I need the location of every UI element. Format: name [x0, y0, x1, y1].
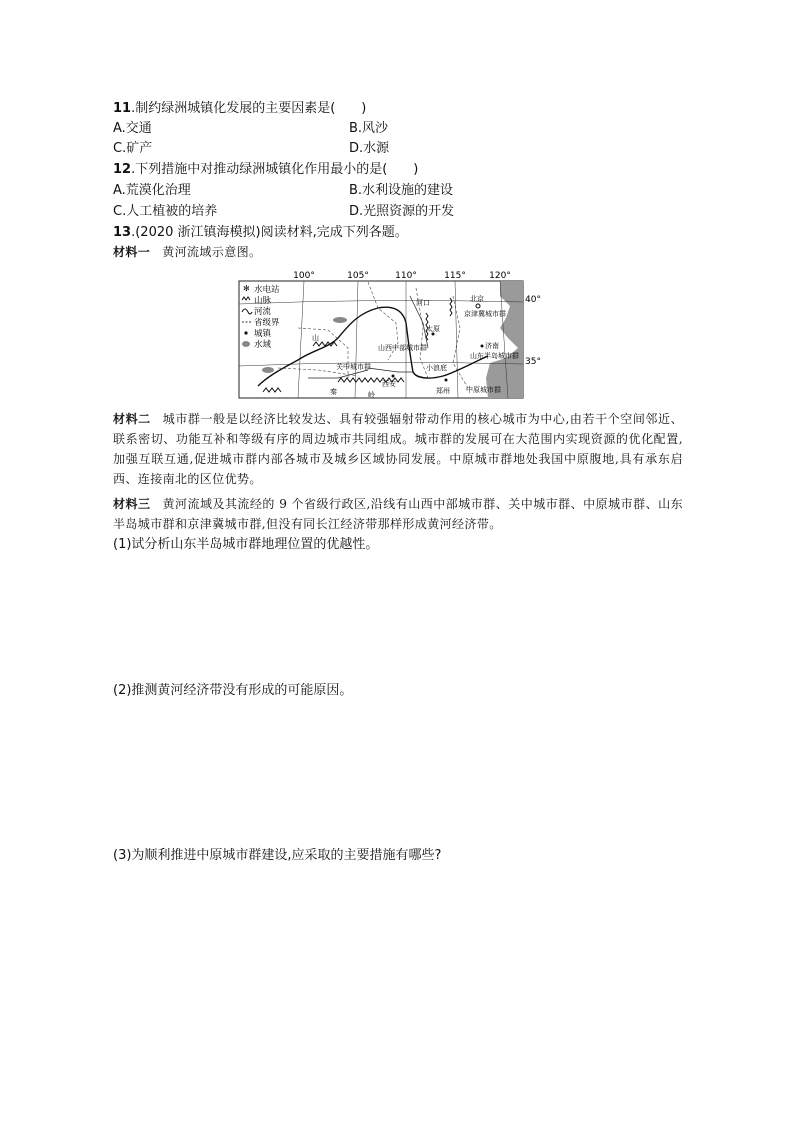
lake	[333, 317, 347, 323]
material-3-label: 材料三	[113, 497, 151, 511]
material-1	[113, 242, 683, 262]
q12-option-d[interactable]: D.光照资源的开发	[349, 204, 455, 219]
place-shandong-peninsula: 山东半岛城市群	[470, 352, 519, 360]
place-shan-label: 山	[312, 334, 319, 342]
q12-stem-line	[113, 162, 418, 178]
material-2-text: 城市群一般是以经济比较发达、具有较强辐射带动作用的核心城市为中心,由若干个空间邻近、联系密切、功能互补和等级有序的周边城市共同组成。城市群的发展可在大范围内实现资源的优化配置,加强互联互通,促进城市群内部各城市及城乡区域协同发展。中原城市群地处我国中原腹地,具有承东启西、连接南北的区位优势。	[113, 412, 683, 486]
yellow-river-basin-map	[238, 268, 541, 400]
lon-label: 115°	[444, 271, 466, 281]
lat-label: 40°	[525, 295, 541, 305]
legend-town: 城镇	[254, 329, 272, 339]
place-xiaolangdi: 小浪底	[426, 364, 447, 372]
q12-option-a[interactable]: A.荒漠化治理	[113, 183, 191, 198]
q11-number: 11	[113, 101, 132, 116]
q11-options-row2	[113, 141, 390, 157]
lon-label: 100°	[293, 271, 315, 281]
lon-label: 120°	[489, 271, 511, 281]
place-xian: 西安	[382, 380, 396, 388]
place-zhongyuan: 中原城市群	[466, 386, 501, 394]
material-3-text: 黄河流域及其流经的 9 个省级行政区,沿线有山西中部城市群、关中城市群、中原城市群、山东半岛城市群和京津冀城市群,但没有同长江经济带那样形成黄河经济带。	[113, 497, 684, 531]
q11-option-d[interactable]: D.水源	[349, 141, 390, 156]
lat-label: 35°	[525, 357, 541, 367]
place-zhengzhou: 郑州	[436, 387, 450, 395]
legend-mountain: 山脉	[254, 296, 272, 306]
material-1-text: 黄河流域示意图。	[162, 245, 262, 259]
q11-options-row1	[113, 121, 389, 137]
q11-stem: .制约绿洲城镇化发展的主要因素是( )	[131, 101, 367, 116]
legend-province-border: 省级界	[254, 318, 280, 328]
place-beijing: 北京	[470, 295, 484, 303]
place-shanxi-central: 山西中部城市群	[378, 344, 427, 352]
lake	[262, 367, 274, 373]
legend-hydropower: 水电站	[254, 285, 280, 295]
q11-stem-line	[113, 101, 366, 117]
legend-river: 河流	[254, 307, 272, 317]
place-jingjinji: 京津冀城市群	[464, 310, 506, 318]
material-1-label: 材料一	[113, 245, 151, 259]
sub-question-1: (1)试分析山东半岛城市群地理位置的优越性。	[113, 537, 379, 552]
legend-water: 水域	[254, 340, 272, 350]
q12-options-row1	[113, 183, 454, 199]
material-2-label: 材料二	[113, 412, 151, 426]
material-3	[113, 494, 683, 534]
q11-option-b[interactable]: B.风沙	[349, 121, 389, 136]
q11-option-c[interactable]: C.矿产	[113, 141, 153, 156]
place-jinan: 济南	[485, 342, 499, 350]
q12-stem: .下列措施中对推动绿洲城镇化作用最小的是( )	[131, 162, 419, 177]
q12-number: 12	[113, 162, 132, 177]
place-hekou: 河口	[416, 299, 430, 307]
sub-question-3: (3)为顺利推进中原城市群建设,应采取的主要措施有哪些?	[113, 848, 442, 863]
q12-options-row2	[113, 204, 455, 220]
place-taiyuan: 太原	[426, 325, 440, 333]
sub-question-2: (2)推测黄河经济带没有形成的可能原因。	[113, 683, 353, 698]
lon-label: 110°	[395, 271, 417, 281]
q13-stem: .(2020 浙江镇海模拟)阅读材料,完成下列各题。	[131, 225, 408, 240]
svg-text:✻: ✻	[243, 284, 250, 293]
q13-stem-line	[113, 225, 408, 241]
q11-option-a[interactable]: A.交通	[113, 121, 152, 136]
q12-option-b[interactable]: B.水利设施的建设	[349, 183, 454, 198]
material-2	[113, 409, 683, 489]
map-svg	[238, 268, 541, 400]
lon-label: 105°	[347, 271, 369, 281]
place-ling-label: 岭	[368, 391, 375, 399]
q12-option-c[interactable]: C.人工植被的培养	[113, 204, 218, 219]
place-qin-label: 秦	[330, 388, 337, 396]
q13-number: 13	[113, 225, 132, 240]
place-guanzhong: 关中城市群	[336, 363, 371, 371]
